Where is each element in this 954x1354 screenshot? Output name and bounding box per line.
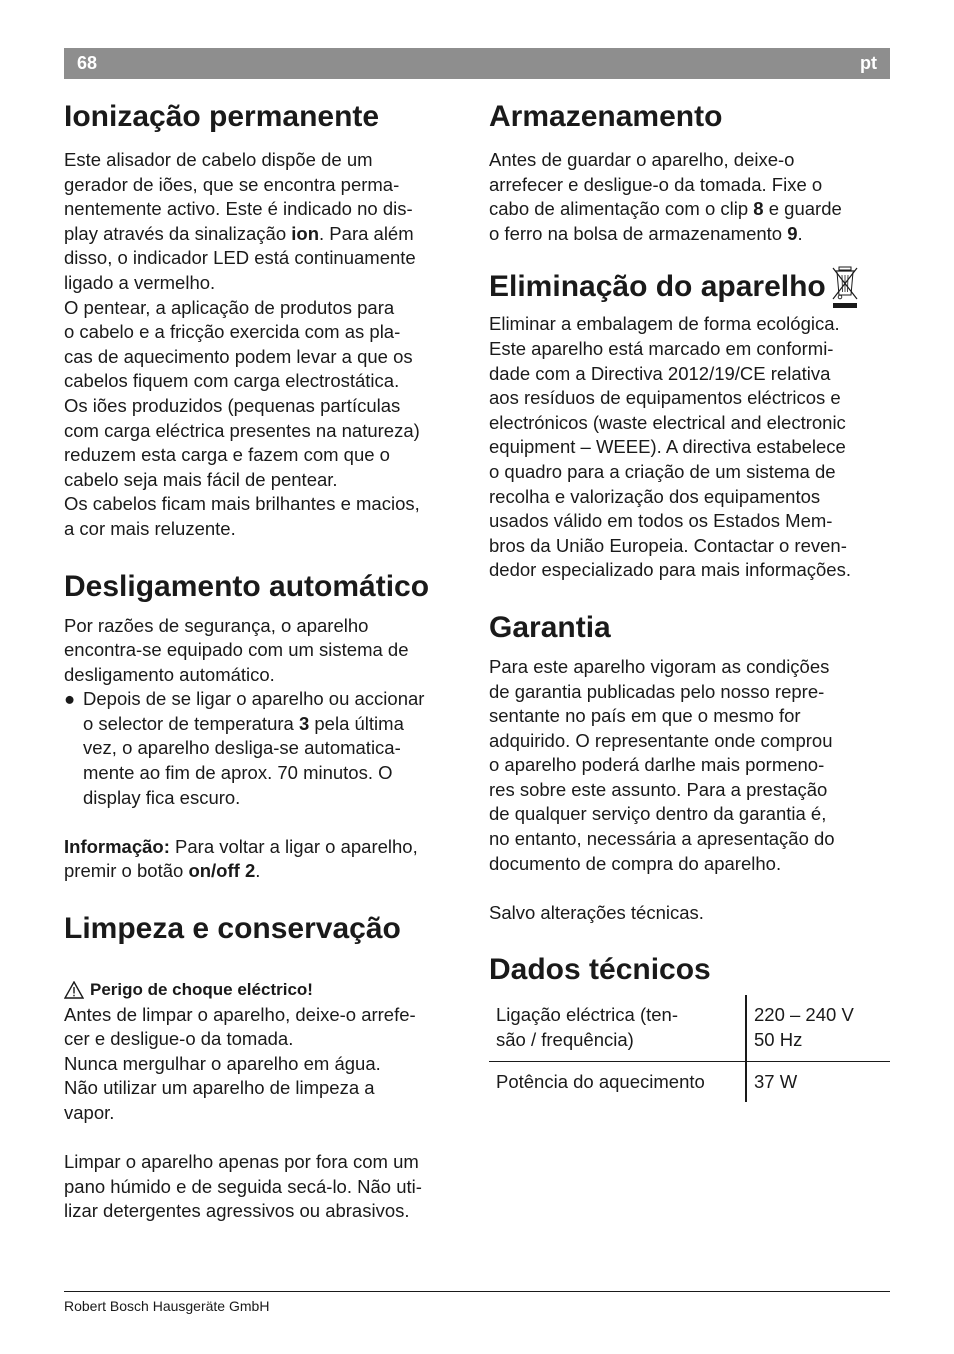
text-line: Não utilizar um aparelho de limpeza a bbox=[64, 1077, 375, 1099]
text-line: com carga eléctrica presentes na natureza) bbox=[64, 419, 420, 441]
section-title-garantia: Garantia bbox=[489, 610, 611, 644]
spacer bbox=[64, 810, 468, 835]
text-line bbox=[64, 222, 468, 247]
text-line: cabelo seja mais fácil de pentear. bbox=[64, 468, 338, 490]
text-line: bros da União Europeia. Contactar o reven- bbox=[489, 534, 847, 556]
text-line: aos resíduos de equipamentos eléctricos e bbox=[489, 387, 841, 409]
info-note-line2 bbox=[64, 859, 468, 884]
text-fragment: o ferro na bolsa de armazenamento bbox=[489, 222, 788, 244]
text-line: vez, o aparelho desliga-se automatica- bbox=[83, 737, 401, 759]
text-line: pano húmido e de seguida secá-lo. Não uti- bbox=[64, 1175, 422, 1197]
text-fragment: pela última bbox=[309, 712, 404, 734]
text-line bbox=[489, 197, 890, 222]
section-title-eliminacao: Eliminação do aparelho bbox=[489, 270, 826, 304]
text-line: cabelos fiquem com carga electrostática. bbox=[64, 370, 400, 392]
section-eliminacao bbox=[489, 262, 890, 583]
text-line: vapor. bbox=[64, 1102, 115, 1123]
page-number: 68 bbox=[77, 53, 98, 73]
text-line: recolha e valorização dos equipamentos bbox=[489, 485, 821, 507]
bullet-item bbox=[64, 687, 468, 810]
text-line: são / frequência) bbox=[496, 1029, 634, 1051]
text-line: o quadro para a criação de um sistema de bbox=[489, 460, 836, 482]
ref-number: 9 bbox=[787, 222, 798, 244]
text-line: o aparelho poderá darlhe mais pormeno- bbox=[489, 754, 825, 776]
text-line: 37 W bbox=[754, 1070, 798, 1092]
text-line: o cabelo e a fricção exercida com as pla- bbox=[64, 321, 401, 343]
text-line: dade com a Directiva 2012/19/CE relativa bbox=[489, 362, 831, 384]
text-line: gerador de iões, que se encontra perma- bbox=[64, 173, 400, 195]
text-line: cer e desligue-o da tomada. bbox=[64, 1028, 294, 1050]
left-column bbox=[64, 92, 468, 1224]
text-fragment: Para voltar a ligar o aparelho, bbox=[169, 835, 418, 857]
text-line: de garantia publicadas pelo nosso repre- bbox=[489, 680, 825, 702]
text-line: Os cabelos ficam mais brilhantes e macios, bbox=[64, 493, 420, 515]
text-line: Para este aparelho vigoram as condições bbox=[489, 655, 830, 677]
section-dados-tecnicos bbox=[489, 945, 890, 1102]
warning-heading bbox=[64, 978, 468, 1003]
spacer bbox=[64, 1126, 468, 1151]
text-line: encontra-se equipado com um sistema de bbox=[64, 639, 409, 661]
section-title-ionizacao: Ionização permanente bbox=[64, 100, 380, 133]
text-line: Limpar o aparelho apenas por fora com um bbox=[64, 1151, 419, 1173]
text-line: equipment – WEEE). A directiva estabelece bbox=[489, 436, 846, 458]
bullet-dot-icon: ● bbox=[64, 688, 76, 710]
text-line bbox=[83, 712, 424, 737]
text-fragment: . bbox=[797, 222, 803, 244]
text-line: Os iões produzidos (pequenas partículas bbox=[64, 394, 401, 416]
section-armazenamento bbox=[489, 92, 890, 246]
text-line: cas de aquecimento podem levar a que os bbox=[64, 345, 413, 367]
text-line: Antes de limpar o aparelho, deixe-o arrefe- bbox=[64, 1003, 416, 1025]
table-row bbox=[489, 995, 890, 1061]
text-line: usados válido em todos os Estados Mem- bbox=[489, 510, 833, 532]
text-fragment: cabo de alimentação com o clip bbox=[489, 198, 754, 220]
text-line: display fica escuro. bbox=[83, 786, 241, 808]
text-line: Antes de guardar o aparelho, deixe-o bbox=[489, 149, 795, 170]
text-line: lizar detergentes agressivos ou abrasivos. bbox=[64, 1200, 410, 1222]
text-line: O pentear, a aplicação de produtos para bbox=[64, 296, 395, 318]
page-header-bar bbox=[64, 48, 890, 79]
weee-crossed-bin-icon bbox=[832, 265, 858, 309]
text-line: Depois de se ligar o aparelho ou accionar bbox=[83, 688, 425, 710]
ref-number: 3 bbox=[298, 712, 310, 734]
language-code: pt bbox=[860, 53, 877, 73]
limpeza-body bbox=[64, 978, 468, 1224]
text-line: Eliminar a embalagem de forma ecológica. bbox=[489, 313, 840, 335]
info-note bbox=[64, 835, 468, 860]
section-title-desligamento: Desligamento automático bbox=[64, 569, 430, 603]
onoff-label: on/off 2 bbox=[188, 860, 256, 882]
text-line: dedor especializado para mais informações. bbox=[489, 559, 851, 581]
text-fragment: premir o botão bbox=[64, 860, 189, 882]
eliminacao-body bbox=[489, 312, 890, 583]
text-line: sentante no país em que o mesmo for bbox=[489, 705, 801, 727]
text-line: Por razões de segurança, o aparelho bbox=[64, 614, 369, 636]
section-desligamento bbox=[64, 562, 468, 885]
text-line: arrefecer e desligue-o da tomada. Fixe o bbox=[489, 173, 823, 195]
text-line: desligamento automático. bbox=[64, 663, 275, 685]
section-title-dados-tecnicos: Dados técnicos bbox=[489, 953, 711, 987]
tech-data-table bbox=[489, 995, 890, 1102]
text-fragment: o selector de temperatura bbox=[83, 712, 299, 734]
text-line: disso, o indicador LED está continuamente bbox=[64, 247, 416, 269]
table-row bbox=[489, 1061, 890, 1102]
section-title-armazenamento: Armazenamento bbox=[489, 100, 723, 133]
section-ionizacao bbox=[64, 92, 468, 542]
text-line: electrónicos (waste electrical and electronic bbox=[489, 411, 846, 433]
table-cell-label bbox=[489, 1061, 746, 1102]
section-limpeza bbox=[64, 904, 468, 1224]
ionizacao-body bbox=[64, 148, 468, 542]
text-line: Nunca mergulhar o aparelho em água. bbox=[64, 1052, 381, 1074]
footer-divider bbox=[64, 1291, 890, 1292]
text-line: ligado a vermelho. bbox=[64, 271, 216, 293]
table-cell-label bbox=[489, 995, 746, 1061]
text-fragment: . bbox=[255, 860, 261, 882]
footer-company: Robert Bosch Hausgeräte GmbH bbox=[64, 1298, 270, 1314]
warning-triangle-icon bbox=[64, 981, 84, 999]
desligamento-body bbox=[64, 614, 468, 885]
ion-label: ion bbox=[291, 222, 320, 244]
table-cell-value bbox=[746, 995, 890, 1061]
spacer bbox=[489, 876, 890, 901]
text-line: nentemente activo. Este é indicado no dis- bbox=[64, 198, 413, 220]
text-line: adquirido. O representante onde comprou bbox=[489, 729, 833, 751]
text-line: Este alisador de cabelo dispõe de um bbox=[64, 149, 373, 170]
warning-text: Perigo de choque eléctrico! bbox=[90, 980, 313, 1000]
text-line bbox=[489, 222, 890, 247]
armazenamento-body bbox=[489, 148, 890, 246]
section-title-limpeza: Limpeza e conservação bbox=[64, 912, 401, 946]
text-line: mente ao fim de aprox. 70 minutos. O bbox=[83, 762, 393, 784]
garantia-body bbox=[489, 655, 890, 926]
section-garantia bbox=[489, 603, 890, 926]
text-fragment: play através da sinalização bbox=[64, 222, 292, 244]
text-fragment: e guarde bbox=[763, 198, 842, 220]
right-column bbox=[489, 92, 890, 1102]
table-cell-value bbox=[746, 1061, 890, 1102]
text-line: 50 Hz bbox=[754, 1029, 803, 1051]
bullet-text bbox=[83, 687, 424, 810]
text-line: documento de compra do aparelho. bbox=[489, 852, 782, 874]
text-line: no entanto, necessária a apresentação do bbox=[489, 828, 835, 850]
text-line: Potência do aquecimento bbox=[496, 1070, 705, 1092]
text-line: 220 – 240 V bbox=[754, 1004, 854, 1026]
text-line: reduzem esta carga e fazem com que o bbox=[64, 444, 390, 466]
title-row bbox=[489, 262, 890, 312]
info-label: Informação: bbox=[64, 835, 170, 857]
text-line: de qualquer serviço dentro da garantia é, bbox=[489, 803, 827, 825]
text-line: a cor mais reluzente. bbox=[64, 517, 236, 539]
text-line: Ligação eléctrica (ten- bbox=[496, 1004, 679, 1026]
tech-changes-note: Salvo alterações técnicas. bbox=[489, 901, 704, 923]
ref-number: 8 bbox=[753, 198, 764, 220]
text-line: Este aparelho está marcado em conformi- bbox=[489, 337, 834, 359]
text-fragment: . Para além bbox=[319, 222, 414, 244]
text-line: res sobre este assunto. Para a prestação bbox=[489, 778, 828, 800]
